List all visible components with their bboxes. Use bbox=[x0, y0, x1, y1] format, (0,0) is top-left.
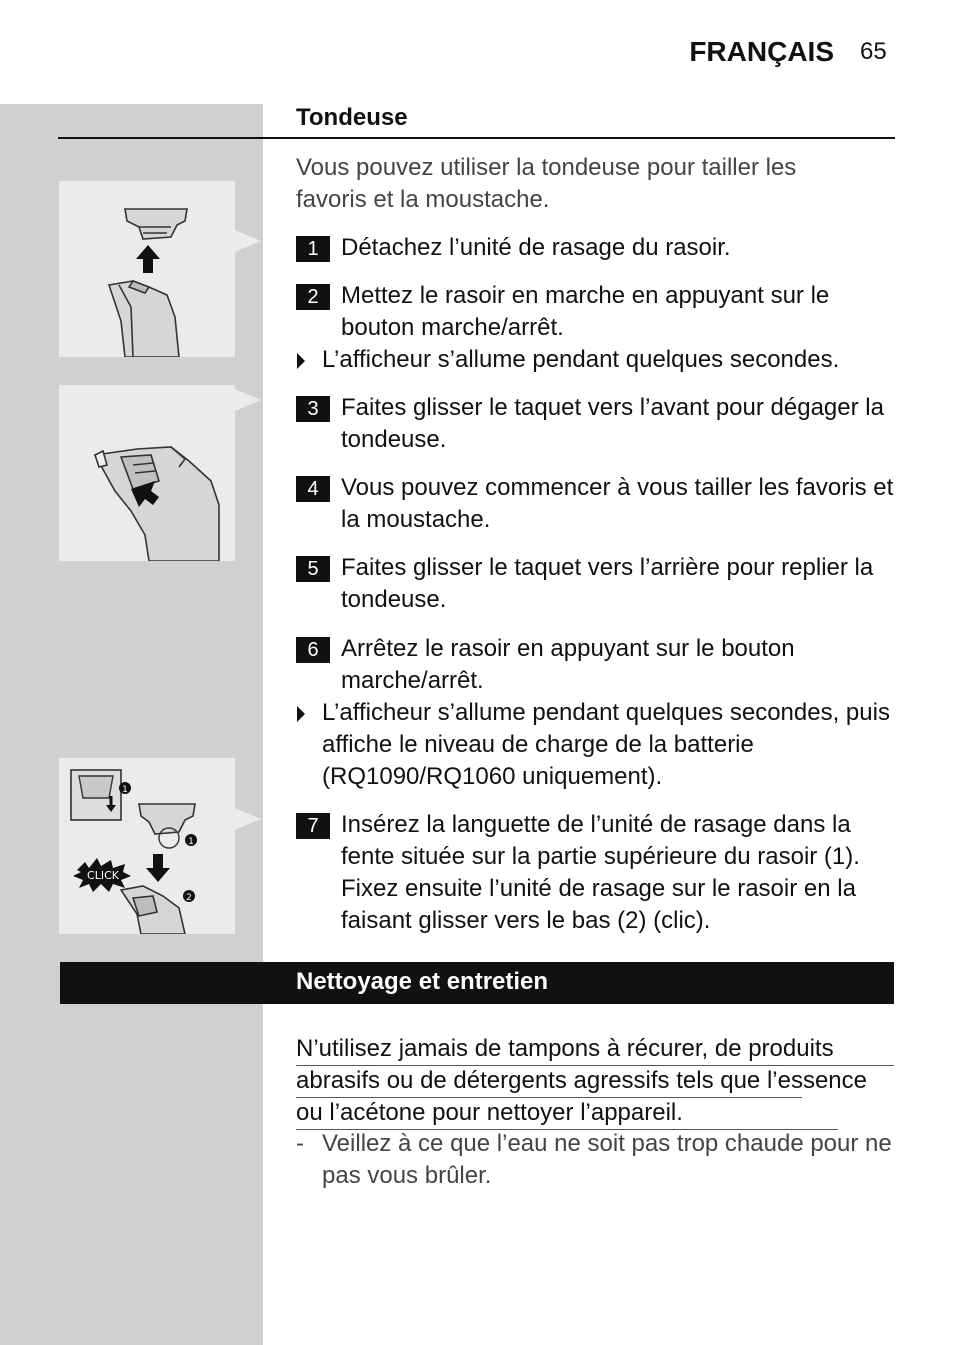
step-text: Mettez le rasoir en marche en appuyant sur le bouton marche/arrêt. bbox=[341, 282, 830, 341]
section-title-tondeuse: Tondeuse bbox=[296, 104, 408, 131]
warning-underline bbox=[296, 1097, 802, 1098]
dash-marker: - bbox=[296, 1130, 304, 1157]
step-text: Détachez l’unité de rasage du rasoir. bbox=[341, 234, 731, 261]
step-number: 2 bbox=[296, 284, 330, 310]
illustration-slide-trimmer bbox=[59, 385, 235, 561]
note-text: L’afficheur s’allume pendant quelques secondes. bbox=[322, 346, 840, 373]
click-burst-icon bbox=[73, 858, 131, 892]
step-6 bbox=[296, 633, 894, 697]
dash-list-item bbox=[296, 1128, 896, 1192]
step-number: 3 bbox=[296, 396, 330, 422]
illustration-detach-unit bbox=[59, 181, 235, 357]
step-5 bbox=[296, 552, 894, 616]
intro-paragraph: Vous pouvez utiliser la tondeuse pour tailler les favoris et la moustache. bbox=[296, 154, 797, 213]
step-text: Insérez la languette de l’unité de rasage dans la fente située sur la partie supérieure du rasoir (1). Fixez ensuite l’unité de rasage sur le rasoir en la faisant glisser vers le bas (2) (clic). bbox=[341, 811, 860, 934]
dash-item-text: Veillez à ce que l’eau ne soit pas trop chaude pour ne pas vous brûler. bbox=[322, 1130, 892, 1189]
illustration-attach-unit bbox=[59, 758, 235, 934]
step-7 bbox=[296, 809, 894, 937]
arrow-up-icon bbox=[136, 245, 160, 273]
step-4 bbox=[296, 472, 894, 536]
click-label: CLICK bbox=[87, 869, 119, 882]
arrow-down-icon bbox=[146, 854, 170, 882]
step-text: Vous pouvez commencer à vous tailler les favoris et la moustache. bbox=[341, 474, 894, 533]
step-text: Arrêtez le rasoir en appuyant sur le bouton marche/arrêt. bbox=[341, 635, 795, 694]
marker-2: 2 bbox=[186, 893, 192, 903]
section-title-nettoyage: Nettoyage et entretien bbox=[296, 968, 549, 995]
note-text: L’afficheur s’allume pendant quelques secondes, puis affiche le niveau de charge de la batterie (RQ1090/RQ1060 uniquement). bbox=[322, 699, 890, 790]
step-2 bbox=[296, 280, 894, 344]
callout-pointer bbox=[235, 230, 261, 252]
bullet-triangle-icon bbox=[297, 353, 305, 369]
warning-underline bbox=[296, 1065, 894, 1066]
warning-paragraph: N’utilisez jamais de tampons à récurer, de produits abrasifs ou de détergents agressifs tels que l’essence ou l’acétone pour nettoyer l’appareil. bbox=[296, 1035, 867, 1126]
callout-pointer bbox=[235, 808, 261, 830]
step-text: Faites glisser le taquet vers l’arrière pour replier la tondeuse. bbox=[341, 554, 874, 613]
note-display-2 bbox=[296, 697, 894, 793]
page-number: 65 bbox=[860, 38, 887, 65]
marker-1b: 1 bbox=[188, 837, 194, 847]
step-text: Faites glisser le taquet vers l’avant pour dégager la tondeuse. bbox=[341, 394, 884, 453]
step-3 bbox=[296, 392, 894, 456]
marker-1: 1 bbox=[122, 785, 128, 795]
callout-pointer bbox=[235, 389, 261, 411]
step-number: 6 bbox=[296, 637, 330, 663]
language-header: FRANÇAIS bbox=[689, 36, 834, 67]
step-number: 7 bbox=[296, 813, 330, 839]
step-number: 4 bbox=[296, 476, 330, 502]
bullet-triangle-icon bbox=[297, 706, 305, 722]
step-number: 5 bbox=[296, 556, 330, 582]
note-display-1 bbox=[296, 344, 894, 376]
step-number: 1 bbox=[296, 236, 330, 262]
step-1 bbox=[296, 232, 894, 264]
section-rule bbox=[58, 137, 895, 139]
